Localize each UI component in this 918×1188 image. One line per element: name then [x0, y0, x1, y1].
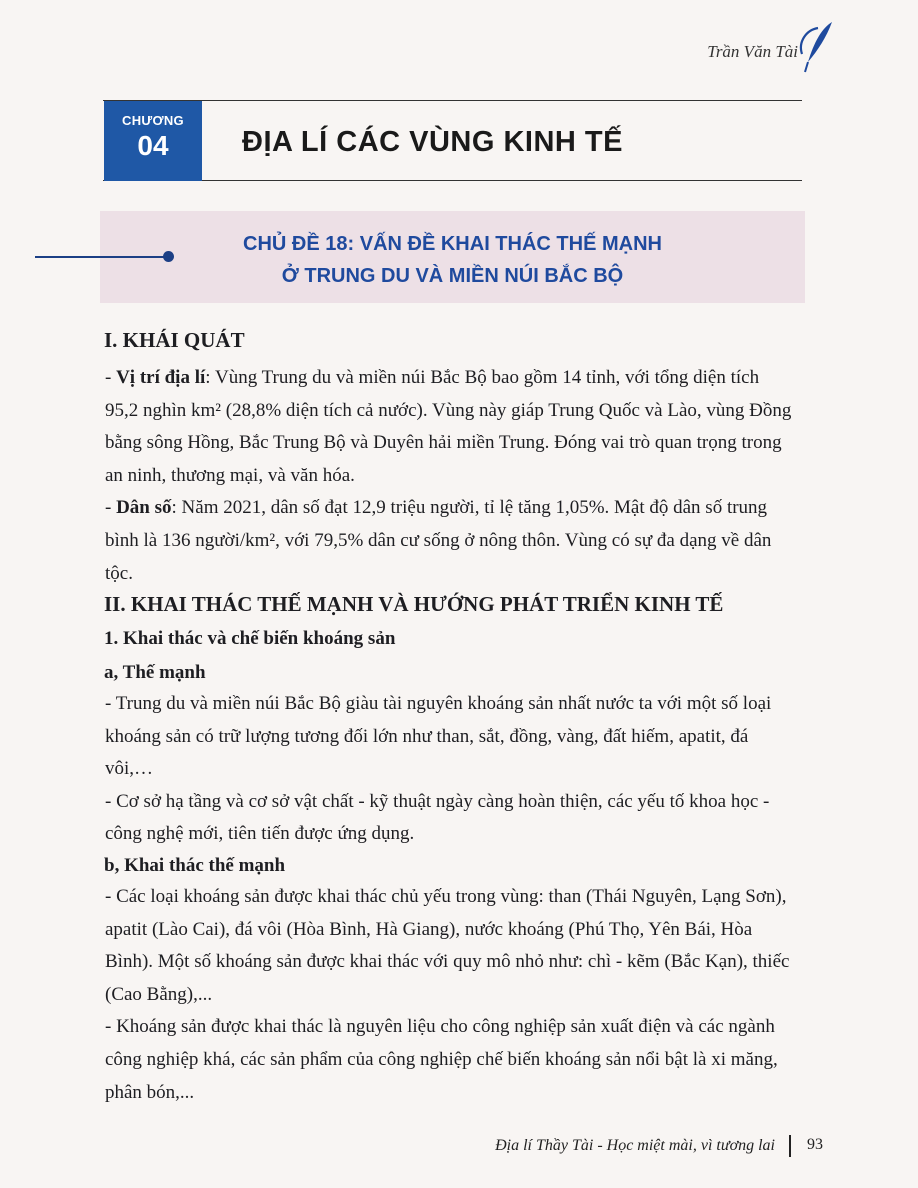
- quill-pen-icon: [792, 18, 838, 76]
- chapter-label: CHƯƠNG: [122, 113, 184, 128]
- population-text: : Năm 2021, dân số đạt 12,9 triệu người, tỉ lệ tăng 1,05%. Mật độ dân số trung bình là 136 người/km², với 79,5% dân cư sống ở nông thôn. Vùng có sự đa dạng về dân tộc.: [105, 497, 772, 584]
- strengths-paragraph-1: - Trung du và miền núi Bắc Bộ giàu tài nguyên khoáng sản nhất nước ta với một số loại khoáng sản có trữ lượng tương đối lớn như than, sắt, đồng, vàng, đất hiếm, apatit, đá vôi,…: [105, 693, 772, 780]
- chapter-number: 04: [137, 130, 169, 161]
- chapter-badge: [104, 101, 202, 181]
- page-number: 93: [807, 1136, 823, 1153]
- location-label: Vị trí địa lí: [116, 367, 206, 388]
- subsection-mining: 1. Khai thác và chế biến khoáng sản: [104, 628, 396, 649]
- population-paragraph: - Dân số: Năm 2021, dân số đạt 12,9 triệu người, tỉ lệ tăng 1,05%. Mật độ dân số trung bình là 136 người/km², với 79,5% dân cư sống ở nông thôn. Vùng có sự đa dạng về dân tộc.: [105, 497, 772, 584]
- topic-title: [175, 228, 730, 292]
- exploitation-paragraph-1: - Các loại khoáng sản được khai thác chủ yếu trong vùng: than (Thái Nguyên, Lạng Sơn), apatit (Lào Cai), đá vôi (Hòa Bình, Hà Giang), nước khoáng (Phú Thọ, Yên Bái, Hòa Bình). Một số khoáng sản được khai thác với quy mô nhỏ như: chì - kẽm (Bắc Kạn), thiếc (Cao Bằng),...: [105, 886, 790, 1005]
- exploitation-body: [105, 881, 797, 1109]
- subsection-a-strengths: a, Thế mạnh: [104, 662, 206, 683]
- topic-bullet-dot: [163, 251, 174, 262]
- population-label: Dân số: [116, 497, 172, 519]
- chapter-bottom-rule: [103, 180, 802, 181]
- chapter-top-rule: [103, 100, 802, 101]
- topic-title-line2: Ở TRUNG DU VÀ MIỀN NÚI BẮC BỘ: [281, 265, 624, 287]
- footer-slogan: Địa lí Thầy Tài - Học miệt mài, vì tương lai: [495, 1137, 775, 1154]
- overview-body: [105, 362, 797, 590]
- topic-connector-line: [35, 256, 169, 258]
- location-paragraph: - Vị trí địa lí: Vùng Trung du và miền núi Bắc Bộ bao gồm 14 tỉnh, với tổng diện tích 95,2 nghìn km² (28,8% diện tích cả nước). Vùng này giáp Trung Quốc và Lào, vùng Đồng bằng sông Hồng, Bắc Trung Bộ và Duyên hải miền Trung. Đóng vai trò quan trọng trong an ninh, thương mại, và văn hóa.: [105, 367, 792, 486]
- strengths-paragraph-2: - Cơ sở hạ tầng và cơ sở vật chất - kỹ thuật ngày càng hoàn thiện, các yếu tố khoa học - công nghệ mới, tiên tiến được ứng dụng.: [105, 790, 770, 845]
- section-heading-exploitation: II. KHAI THÁC THẾ MẠNH VÀ HƯỚNG PHÁT TRIỂN KINH TẾ: [104, 592, 724, 616]
- chapter-title: ĐỊA LÍ CÁC VÙNG KINH TẾ: [242, 126, 623, 158]
- location-text: : Vùng Trung du và miền núi Bắc Bộ bao gồm 14 tỉnh, với tổng diện tích 95,2 nghìn km² (28,8% diện tích cả nước). Vùng này giáp Trung Quốc và Lào, vùng Đồng bằng sông Hồng, Bắc Trung Bộ và Duyên hải miền Trung. Đóng vai trò quan trọng trong an ninh, thương mại, và văn hóa.: [105, 367, 792, 486]
- author-name: Trần Văn Tài: [707, 42, 798, 61]
- topic-title-line1: CHỦ ĐỀ 18: VẤN ĐỀ KHAI THÁC THẾ MẠNH: [243, 233, 662, 255]
- subsection-b-exploitation: b, Khai thác thế mạnh: [104, 855, 286, 876]
- exploitation-paragraph-2: - Khoáng sản được khai thác là nguyên liệu cho công nghiệp sản xuất điện và các ngành công nghiệp khá, các sản phẩm của công nghiệp chế biến khoáng sản nổi bật là xi măng, phân bón,...: [105, 1016, 778, 1103]
- section-heading-overview: I. KHÁI QUÁT: [104, 328, 245, 352]
- footer-divider: [789, 1135, 791, 1157]
- strengths-body: [105, 688, 797, 851]
